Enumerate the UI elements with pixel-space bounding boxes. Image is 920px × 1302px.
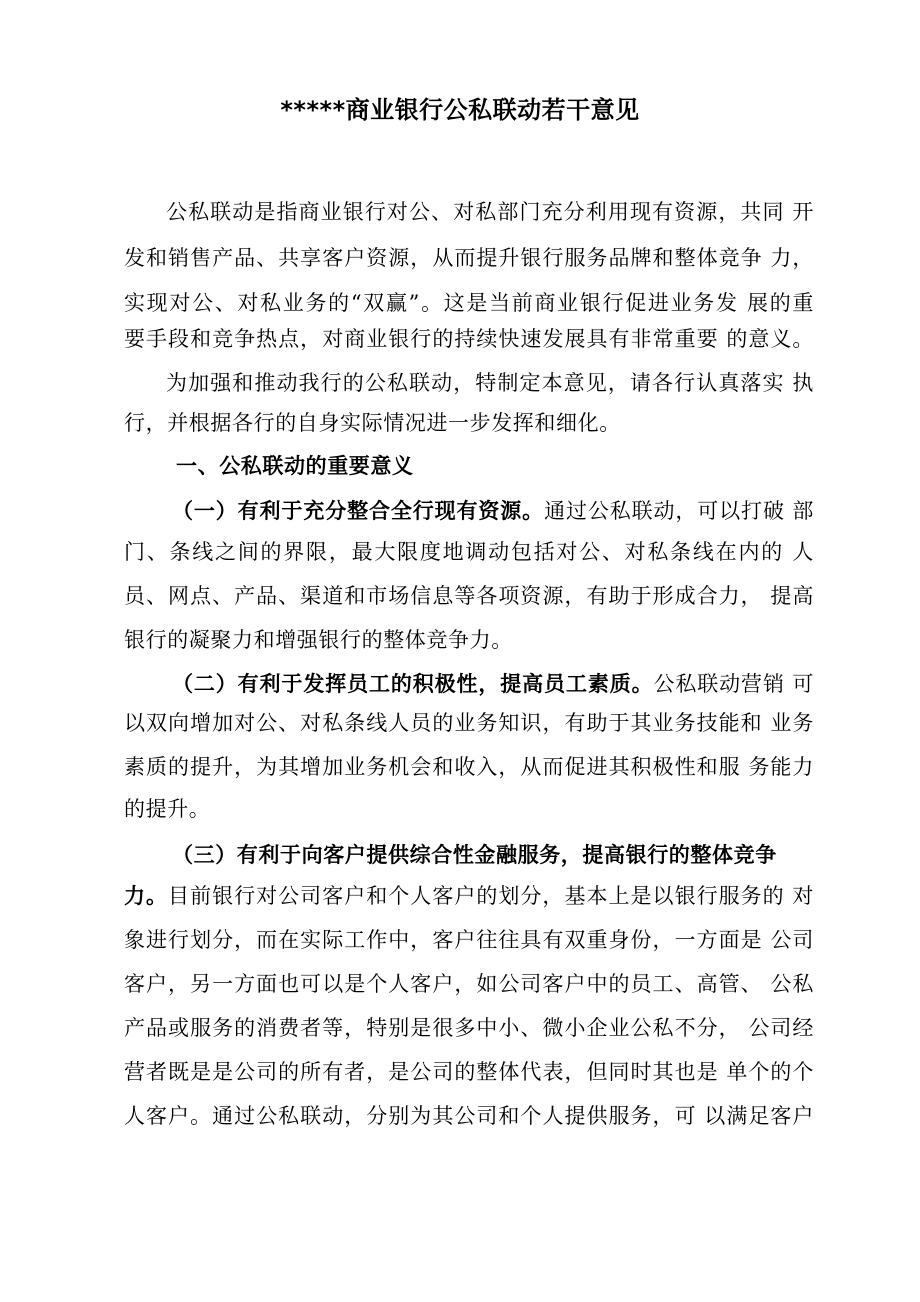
item-1-line-4: 银行的凝聚力和增强银行的整体竞争力。: [124, 628, 513, 652]
item-2-line-2: 以双向增加对公、对私条线人员的业务知识，有助于其业务技能和 业务: [124, 711, 814, 735]
item-1-line-3: 员、网点、产品、渠道和市场信息等各项资源，有助于形成合力， 提高: [124, 584, 814, 608]
item-3-line-6: 营者既是是公司的所有者，是公司的整体代表，但同时其也是 单个的个: [124, 1060, 814, 1084]
item-3-line-3: 象进行划分，而在实际工作中，客户往往具有双重身份，一方面是 公司: [124, 928, 814, 952]
item-1-first-text: 通过公私联动，可以打破 部: [544, 499, 814, 523]
paragraph-1-line-2: 发和销售产品、共享客户资源，从而提升银行服务品牌和整体竞争 力，: [124, 246, 814, 270]
item-1-line-2: 门、条线之间的界限，最大限度地调动包括对公、对私条线在内的 人: [124, 540, 814, 564]
paragraph-1-line-1: 公私联动是指商业银行对公、对私部门充分利用现有资源，共同 开: [166, 200, 814, 224]
item-3-heading-tail: 力。: [124, 884, 169, 908]
item-1-heading: （一）有利于充分整合全行现有资源。: [172, 499, 545, 523]
section-heading: 一、公私联动的重要意义: [176, 454, 414, 478]
item-3-line-2: [124, 876, 814, 916]
item-3-heading: （三）有利于向客户提供综合性金融服务，提高银行的整体竞争: [172, 843, 777, 867]
item-3-second-text: 目前银行对公司客户和个人客户的划分，基本上是以银行服务的 对: [168, 884, 814, 908]
paragraph-1-line-3: 实现对公、对私业务的“双赢”。这是当前商业银行促进业务发 展的重: [124, 291, 814, 315]
document-title: *****商业银行公私联动若干意见: [280, 96, 640, 124]
item-3-line-4: 客户，另一方面也可以是个人客户，如公司客户中的员工、高管、 公私: [124, 972, 814, 996]
paragraph-2-line-1: 为加强和推动我行的公私联动，特制定本意见，请各行认真落实 执: [166, 371, 814, 395]
item-2-line-1: [124, 664, 814, 704]
item-2-line-3: 素质的提升，为其增加业务机会和收入，从而促进其积极性和服 务能力: [124, 755, 814, 779]
item-2-first-text: 公私联动营销 可: [653, 672, 814, 696]
paragraph-2-line-2: 行，并根据各行的自身实际情况进一步发挥和细化。: [124, 411, 621, 435]
paragraph-1-line-4: 要手段和竞争热点，对商业银行的持续快速发展具有非常重要 的意义。: [124, 327, 814, 351]
item-2-heading: （二）有利于发挥员工的积极性，提高员工素质。: [172, 672, 654, 696]
item-2-line-4: 的提升。: [124, 797, 211, 821]
item-1-line-1: [124, 491, 814, 531]
item-3-line-5: 产品或服务的消费者等，特别是很多中小、微小企业公私不分， 公司经: [124, 1016, 814, 1040]
item-3-line-7: 人客户。通过公私联动，分别为其公司和个人提供服务，可 以满足客户: [124, 1104, 814, 1128]
